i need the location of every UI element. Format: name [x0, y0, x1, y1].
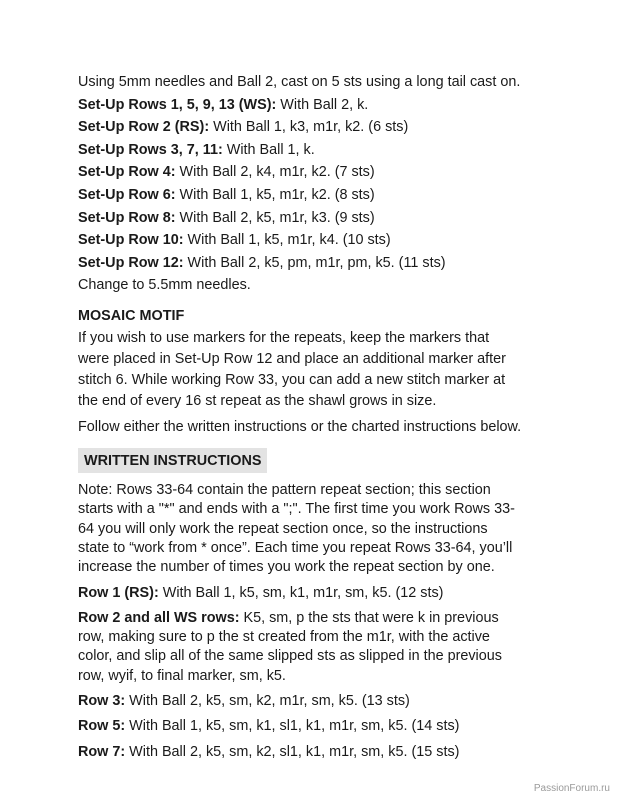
paragraph-line: stitch 6. While working Row 33, you can add a new stitch marker at [78, 372, 506, 389]
setup-row [78, 116, 548, 139]
row-label: Row 5: [78, 718, 126, 735]
setup-row [78, 229, 548, 252]
row-label: Row 1 (RS): [78, 584, 159, 601]
repeat-note [78, 481, 548, 577]
setup-row-text: With Ball 1, k5, m1r, k2. (8 sts) [175, 186, 375, 203]
row-label: Row 7: [78, 743, 126, 760]
row-instruction [78, 692, 548, 711]
row-text: With Ball 1, k5, sm, k1, sl1, k1, m1r, sm, k5. (14 sts) [125, 718, 460, 735]
row-instruction [78, 743, 548, 762]
setup-row-text: With Ball 1, k. [222, 141, 315, 158]
row-text: With Ball 2, k5, sm, k2, m1r, sm, k5. (13 sts) [125, 692, 410, 709]
setup-row-label: Set-Up Rows 1, 5, 9, 13 (WS): [78, 96, 277, 113]
paragraph-line: row, making sure to p the st created from the m1r, with the active [78, 629, 490, 646]
paragraph-line: increase the number of times you work the repeat section by one. [78, 559, 495, 576]
setup-row [78, 207, 548, 230]
setup-row-label: Set-Up Row 8: [78, 209, 176, 226]
setup-row [78, 252, 548, 275]
row-instruction [78, 584, 548, 603]
paragraph-line: If you wish to use markers for the repeats, keep the markers that [78, 329, 490, 346]
mosaic-paragraph [78, 328, 548, 413]
setup-row-label: Set-Up Row 4: [78, 164, 176, 181]
paragraph-line: color, and slip all of the same slipped sts as slipped in the previous [78, 648, 502, 665]
paragraph-line: starts with a "*" and ends with a ";". The first time you work Rows 33- [78, 501, 515, 518]
setup-row-label: Set-Up Row 6: [78, 186, 176, 203]
setup-row-label: Set-Up Row 2 (RS): [78, 119, 210, 136]
setup-intro: Using 5mm needles and Ball 2, cast on 5 sts using a long tail cast on. [78, 74, 521, 90]
row-label: Row 3: [78, 692, 126, 709]
setup-row-text: With Ball 2, k5, m1r, k3. (9 sts) [175, 209, 375, 226]
pattern-page [78, 71, 548, 762]
setup-row [78, 184, 548, 207]
ws-rows-instruction [78, 609, 548, 686]
setup-row [78, 161, 548, 184]
setup-row [78, 94, 548, 117]
row-label: Row 2 and all WS rows: [78, 609, 240, 626]
row-text: With Ball 2, k5, sm, k2, sl1, k1, m1r, sm, k5. (15 sts) [125, 743, 460, 760]
paragraph-line: the end of every 16 st repeat as the shawl grows in size. [78, 393, 437, 410]
paragraph-line: state to “work from * once”. Each time you repeat Rows 33-64, you’ll [78, 539, 513, 556]
setup-row-label: Set-Up Row 10: [78, 232, 184, 249]
paragraph-line: Note: Rows 33-64 contain the pattern repeat section; this section [78, 482, 491, 499]
setup-row-text: With Ball 2, k5, pm, m1r, pm, k5. (11 sts) [183, 254, 446, 271]
paragraph-line: 64 you will only work the repeat section once, so the instructions [78, 520, 488, 537]
written-instructions-heading: WRITTEN INSTRUCTIONS [78, 448, 267, 473]
setup-row-text: With Ball 1, k3, m1r, k2. (6 sts) [209, 119, 409, 136]
mosaic-heading: MOSAIC MOTIF [78, 307, 185, 324]
setup-row-label: Set-Up Row 12: [78, 254, 184, 271]
row-text: K5, sm, p the sts that were k in previous [239, 609, 499, 626]
row-text: With Ball 1, k5, sm, k1, m1r, sm, k5. (12 sts) [158, 584, 444, 601]
paragraph-line: were placed in Set-Up Row 12 and place an additional marker after [78, 350, 506, 367]
setup-row-text: With Ball 2, k. [276, 96, 369, 113]
setup-row-text: With Ball 1, k5, m1r, k4. (10 sts) [183, 232, 391, 249]
setup-row-label: Set-Up Rows 3, 7, 11: [78, 141, 223, 158]
site-watermark: PassionForum.ru [533, 783, 610, 794]
setup-row-text: With Ball 2, k4, m1r, k2. (7 sts) [175, 164, 375, 181]
paragraph-line: row, wyif, to final marker, sm, k5. [78, 667, 286, 684]
setup-row [78, 139, 548, 162]
needle-change-note: Change to 5.5mm needles. [78, 277, 251, 294]
paragraph-line [78, 609, 548, 628]
row-instruction [78, 717, 548, 736]
follow-instructions-note: Follow either the written instructions or the charted instructions below. [78, 418, 522, 435]
